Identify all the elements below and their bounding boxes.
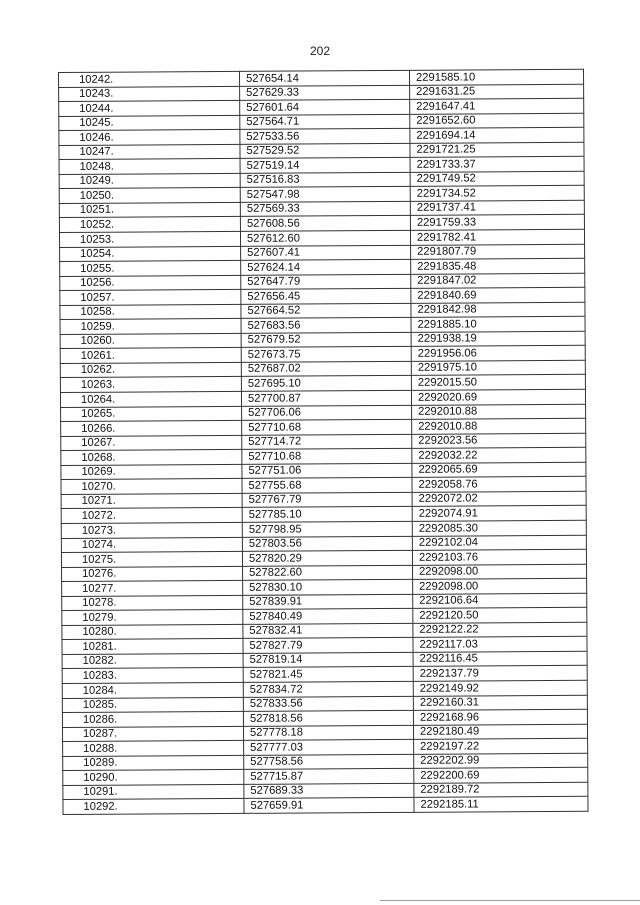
- point-id-cell: 10259.: [60, 319, 241, 335]
- point-id-cell: 10258.: [60, 304, 241, 320]
- y-coordinate-cell: 2291585.10: [409, 69, 583, 85]
- y-coordinate-cell: 2292010.88: [412, 418, 586, 434]
- y-coordinate-cell: 2291842.98: [411, 302, 585, 318]
- x-coordinate-cell: 527778.18: [243, 725, 413, 741]
- point-id-cell: 10243.: [59, 86, 240, 102]
- point-id-cell: 10255.: [60, 260, 241, 276]
- point-id-cell: 10269.: [61, 464, 242, 480]
- x-coordinate-cell: 527601.64: [240, 99, 410, 115]
- x-coordinate-cell: 527833.56: [243, 696, 413, 712]
- x-coordinate-cell: 527673.75: [241, 347, 411, 363]
- y-coordinate-cell: 2292185.11: [414, 797, 588, 813]
- point-id-cell: 10246.: [59, 130, 240, 146]
- y-coordinate-cell: 2292117.03: [413, 637, 587, 653]
- x-coordinate-cell: 527767.79: [242, 492, 412, 508]
- y-coordinate-cell: 2291938.19: [411, 331, 585, 347]
- y-coordinate-cell: 2291759.33: [410, 215, 584, 231]
- x-coordinate-cell: 527564.71: [240, 114, 410, 130]
- y-coordinate-cell: 2291835.48: [411, 258, 585, 274]
- x-coordinate-cell: 527710.68: [242, 449, 412, 465]
- point-id-cell: 10271.: [61, 493, 242, 509]
- y-coordinate-cell: 2292103.76: [412, 549, 586, 565]
- y-coordinate-cell: 2291694.14: [410, 127, 584, 143]
- point-id-cell: 10283.: [62, 668, 243, 684]
- y-coordinate-cell: 2292098.00: [413, 578, 587, 594]
- x-coordinate-cell: 527820.29: [242, 550, 412, 566]
- y-coordinate-cell: 2292116.45: [413, 651, 587, 667]
- x-coordinate-cell: 527533.56: [240, 129, 410, 145]
- y-coordinate-cell: 2291975.10: [411, 360, 585, 376]
- point-id-cell: 10242.: [59, 71, 240, 87]
- x-coordinate-cell: 527700.87: [241, 390, 411, 406]
- y-coordinate-cell: 2291737.41: [410, 200, 584, 216]
- y-coordinate-cell: 2292106.64: [413, 593, 587, 609]
- y-coordinate-cell: 2292074.91: [412, 506, 586, 522]
- point-id-cell: 10281.: [62, 639, 243, 655]
- y-coordinate-cell: 2292015.50: [411, 375, 585, 391]
- point-id-cell: 10272.: [61, 508, 242, 524]
- x-coordinate-cell: 527683.56: [241, 318, 411, 334]
- point-id-cell: 10268.: [61, 450, 242, 466]
- point-id-cell: 10248.: [59, 159, 240, 175]
- y-coordinate-cell: 2292137.79: [413, 666, 587, 682]
- point-id-cell: 10287.: [63, 726, 244, 742]
- x-coordinate-cell: 527818.56: [243, 710, 413, 726]
- x-coordinate-cell: 527608.56: [240, 216, 410, 232]
- x-coordinate-cell: 527624.14: [241, 259, 411, 275]
- y-coordinate-cell: 2291956.06: [411, 346, 585, 362]
- point-id-cell: 10282.: [62, 653, 243, 669]
- y-coordinate-cell: 2292200.69: [414, 768, 588, 784]
- x-coordinate-cell: 527715.87: [244, 769, 414, 785]
- table-row: [63, 797, 588, 815]
- y-coordinate-cell: 2291631.25: [410, 84, 584, 100]
- point-id-cell: 10261.: [60, 348, 241, 364]
- y-coordinate-cell: 2291721.25: [410, 142, 584, 158]
- point-id-cell: 10288.: [63, 741, 244, 757]
- x-coordinate-cell: 527695.10: [241, 376, 411, 392]
- point-id-cell: 10275.: [61, 551, 242, 567]
- x-coordinate-cell: 527607.41: [241, 245, 411, 261]
- point-id-cell: 10270.: [61, 479, 242, 495]
- point-id-cell: 10264.: [60, 391, 241, 407]
- x-coordinate-cell: 527710.68: [242, 419, 412, 435]
- point-id-cell: 10291.: [63, 784, 244, 800]
- coordinates-table: [58, 69, 589, 815]
- point-id-cell: 10257.: [60, 290, 241, 306]
- x-coordinate-cell: 527755.68: [242, 478, 412, 494]
- y-coordinate-cell: 2291847.02: [411, 273, 585, 289]
- y-coordinate-cell: 2292149.92: [413, 680, 587, 696]
- y-coordinate-cell: 2292120.50: [413, 608, 587, 624]
- page-number: 202: [309, 44, 331, 58]
- point-id-cell: 10274.: [61, 537, 242, 553]
- y-coordinate-cell: 2292189.72: [414, 782, 588, 798]
- y-coordinate-cell: 2292202.99: [414, 753, 588, 769]
- point-id-cell: 10245.: [59, 115, 240, 131]
- y-coordinate-cell: 2291647.41: [410, 98, 584, 114]
- point-id-cell: 10292.: [63, 799, 244, 815]
- point-id-cell: 10247.: [59, 144, 240, 160]
- x-coordinate-cell: 527612.60: [240, 230, 410, 246]
- x-coordinate-cell: 527706.06: [242, 405, 412, 421]
- x-coordinate-cell: 527664.52: [241, 303, 411, 319]
- point-id-cell: 10267.: [61, 435, 242, 451]
- y-coordinate-cell: 2291734.52: [410, 186, 584, 202]
- x-coordinate-cell: 527821.45: [243, 667, 413, 683]
- x-coordinate-cell: 527822.60: [243, 565, 413, 581]
- y-coordinate-cell: 2292010.88: [412, 404, 586, 420]
- point-id-cell: 10286.: [62, 711, 243, 727]
- x-coordinate-cell: 527659.91: [244, 798, 414, 814]
- y-coordinate-cell: 2292180.49: [413, 724, 587, 740]
- x-coordinate-cell: 527840.49: [243, 609, 413, 625]
- point-id-cell: 10273.: [61, 522, 242, 538]
- x-coordinate-cell: 527689.33: [244, 783, 414, 799]
- y-coordinate-cell: 2292160.31: [413, 695, 587, 711]
- x-coordinate-cell: 527798.95: [242, 521, 412, 537]
- point-id-cell: 10251.: [59, 202, 240, 218]
- y-coordinate-cell: 2291840.69: [411, 287, 585, 303]
- y-coordinate-cell: 2292032.22: [412, 448, 586, 464]
- x-coordinate-cell: 527819.14: [243, 652, 413, 668]
- x-coordinate-cell: 527647.79: [241, 274, 411, 290]
- point-id-cell: 10262.: [60, 362, 241, 378]
- y-coordinate-cell: 2291733.37: [410, 157, 584, 173]
- y-coordinate-cell: 2292197.22: [414, 738, 588, 754]
- y-coordinate-cell: 2292122.22: [413, 622, 587, 638]
- point-id-cell: 10285.: [62, 697, 243, 713]
- x-coordinate-cell: 527656.45: [241, 289, 411, 305]
- y-coordinate-cell: 2292102.04: [412, 535, 586, 551]
- x-coordinate-cell: 527758.56: [244, 754, 414, 770]
- y-coordinate-cell: 2292098.00: [413, 564, 587, 580]
- point-id-cell: 10280.: [62, 624, 243, 640]
- y-coordinate-cell: 2291807.79: [411, 244, 585, 260]
- x-coordinate-cell: 527803.56: [242, 536, 412, 552]
- point-id-cell: 10252.: [59, 217, 240, 233]
- point-id-cell: 10253.: [59, 231, 240, 247]
- x-coordinate-cell: 527529.52: [240, 143, 410, 159]
- x-coordinate-cell: 527679.52: [241, 332, 411, 348]
- x-coordinate-cell: 527714.72: [242, 434, 412, 450]
- x-coordinate-cell: 527751.06: [242, 463, 412, 479]
- x-coordinate-cell: 527830.10: [243, 579, 413, 595]
- x-coordinate-cell: 527569.33: [240, 201, 410, 217]
- point-id-cell: 10289.: [63, 755, 244, 771]
- y-coordinate-cell: 2292023.56: [412, 433, 586, 449]
- coordinates-table-body: [59, 69, 589, 814]
- x-coordinate-cell: 527654.14: [239, 70, 409, 86]
- point-id-cell: 10279.: [62, 610, 243, 626]
- point-id-cell: 10260.: [60, 333, 241, 349]
- footer-rule: [380, 900, 640, 901]
- point-id-cell: 10254.: [60, 246, 241, 262]
- x-coordinate-cell: 527839.91: [243, 594, 413, 610]
- y-coordinate-cell: 2292085.30: [412, 520, 586, 536]
- x-coordinate-cell: 527785.10: [242, 507, 412, 523]
- x-coordinate-cell: 527777.03: [244, 739, 414, 755]
- point-id-cell: 10266.: [61, 421, 242, 437]
- y-coordinate-cell: 2291749.52: [410, 171, 584, 187]
- y-coordinate-cell: 2291885.10: [411, 317, 585, 333]
- point-id-cell: 10290.: [63, 770, 244, 786]
- point-id-cell: 10284.: [62, 682, 243, 698]
- point-id-cell: 10278.: [62, 595, 243, 611]
- point-id-cell: 10244.: [59, 100, 240, 116]
- point-id-cell: 10256.: [60, 275, 241, 291]
- x-coordinate-cell: 527687.02: [241, 361, 411, 377]
- point-id-cell: 10263.: [60, 377, 241, 393]
- y-coordinate-cell: 2292168.96: [413, 709, 587, 725]
- y-coordinate-cell: 2292072.02: [412, 491, 586, 507]
- y-coordinate-cell: 2291782.41: [410, 229, 584, 245]
- point-id-cell: 10277.: [62, 581, 243, 597]
- point-id-cell: 10249.: [59, 173, 240, 189]
- x-coordinate-cell: 527547.98: [240, 187, 410, 203]
- x-coordinate-cell: 527516.83: [240, 172, 410, 188]
- y-coordinate-cell: 2292020.69: [411, 389, 585, 405]
- x-coordinate-cell: 527832.41: [243, 623, 413, 639]
- x-coordinate-cell: 527519.14: [240, 158, 410, 174]
- y-coordinate-cell: 2291652.60: [410, 113, 584, 129]
- x-coordinate-cell: 527827.79: [243, 638, 413, 654]
- x-coordinate-cell: 527834.72: [243, 681, 413, 697]
- y-coordinate-cell: 2292058.76: [412, 477, 586, 493]
- point-id-cell: 10276.: [62, 566, 243, 582]
- point-id-cell: 10250.: [59, 188, 240, 204]
- point-id-cell: 10265.: [61, 406, 242, 422]
- x-coordinate-cell: 527629.33: [240, 85, 410, 101]
- y-coordinate-cell: 2292065.69: [412, 462, 586, 478]
